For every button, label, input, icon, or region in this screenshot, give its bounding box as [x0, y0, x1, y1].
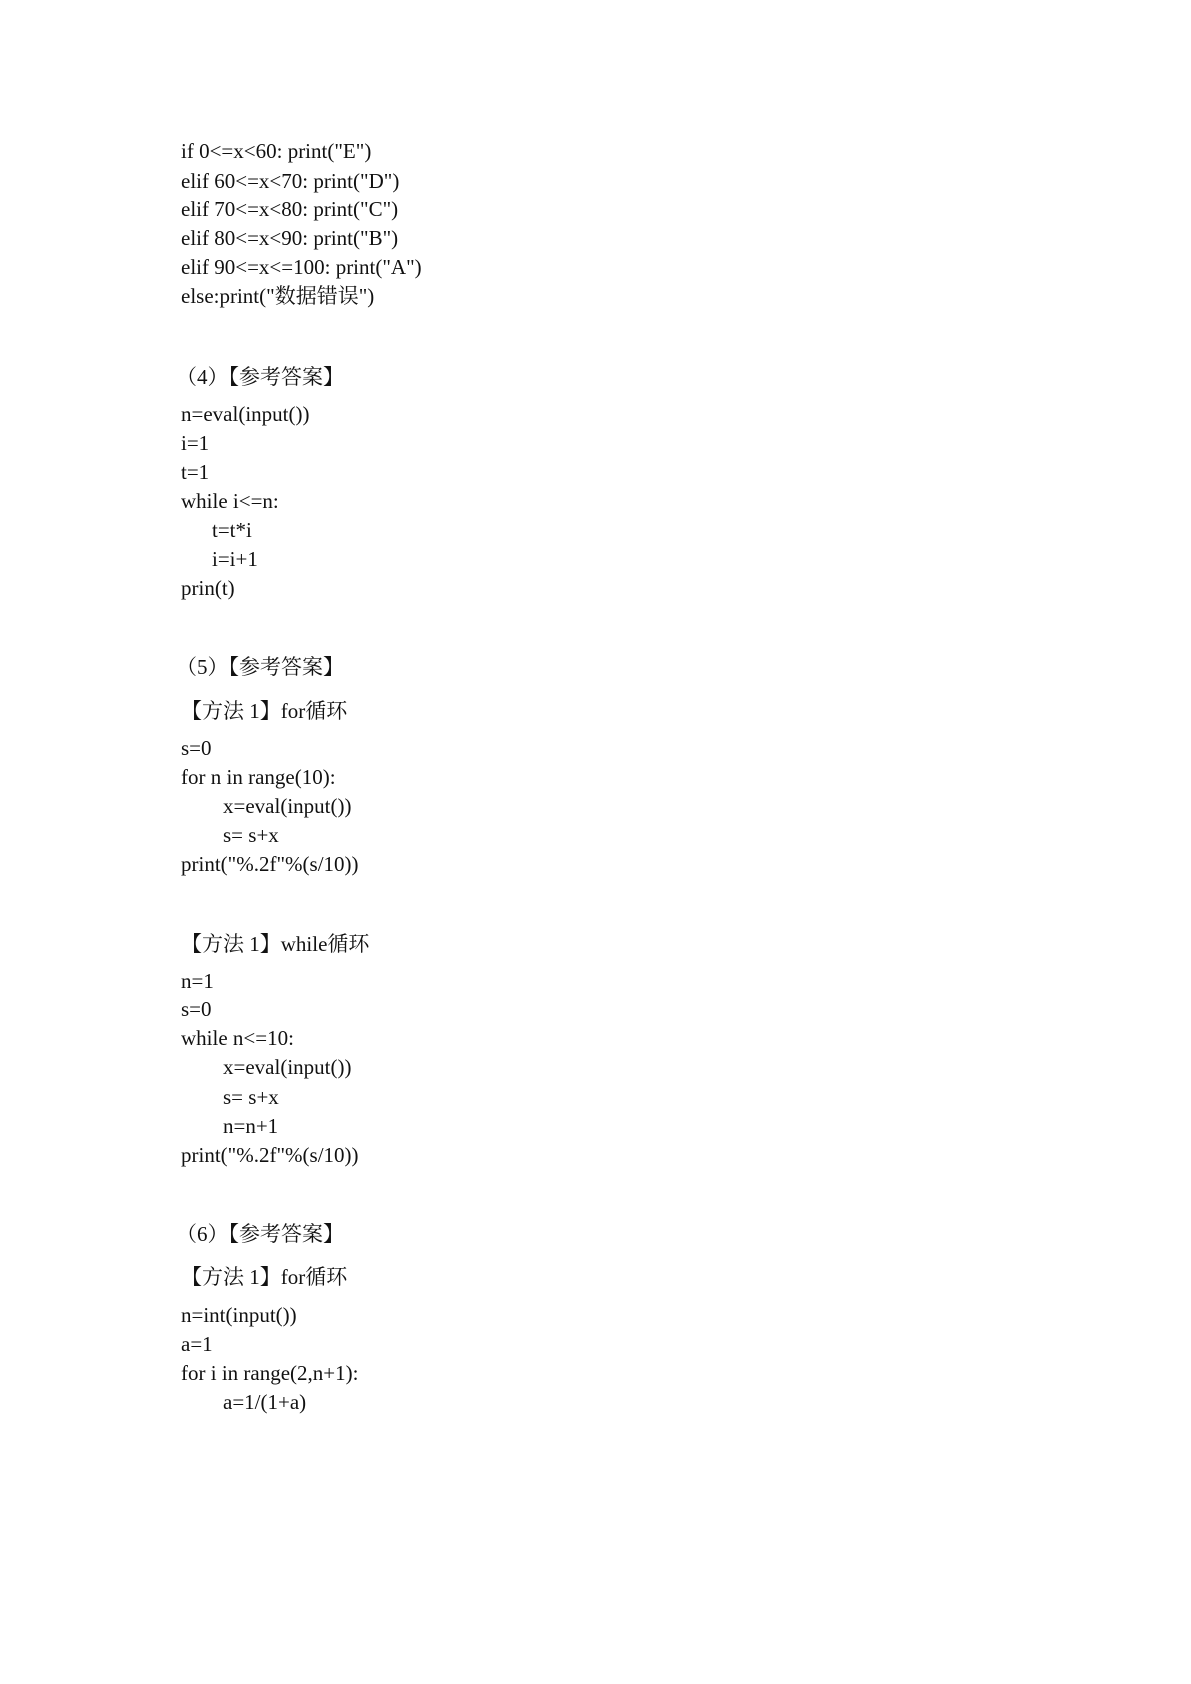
code-line: i=i+1	[212, 547, 258, 571]
code-line: i=1	[181, 431, 210, 455]
code-line: s= s+x	[223, 1085, 279, 1109]
code-line: while n<=10:	[181, 1026, 294, 1050]
code-line: n=1	[181, 969, 214, 993]
code-line: a=1	[181, 1332, 213, 1356]
code-line: else:print("数据错误")	[181, 284, 375, 308]
code-line: elif 90<=x<=100: print("A")	[181, 255, 422, 279]
code-line: t=1	[181, 460, 210, 484]
code-line: s= s+x	[223, 823, 279, 847]
section-heading-q5: （5）【参考答案】	[176, 655, 344, 679]
code-line: for n in range(10):	[181, 765, 336, 789]
section-heading-q4: （4）【参考答案】	[176, 365, 344, 389]
section-heading-q6: （6）【参考答案】	[176, 1222, 344, 1246]
code-line: x=eval(input())	[223, 1055, 352, 1079]
code-line: elif 80<=x<90: print("B")	[181, 226, 399, 250]
code-line: t=t*i	[212, 518, 252, 542]
code-line: s=0	[181, 997, 212, 1021]
code-line: elif 70<=x<80: print("C")	[181, 197, 399, 221]
code-line: a=1/(1+a)	[223, 1390, 307, 1414]
method-title: 【方法 1】for循环	[181, 699, 348, 723]
code-line: print("%.2f"%(s/10))	[181, 1143, 359, 1167]
code-line: x=eval(input())	[223, 794, 352, 818]
code-line: s=0	[181, 736, 212, 760]
code-line: if 0<=x<60: print("E")	[181, 139, 372, 163]
code-line: print("%.2f"%(s/10))	[181, 852, 359, 876]
code-line: n=n+1	[223, 1114, 279, 1138]
method-title: 【方法 1】for循环	[181, 1265, 348, 1289]
code-line: for i in range(2,n+1):	[181, 1361, 359, 1385]
code-line: n=eval(input())	[181, 402, 310, 426]
code-line: prin(t)	[181, 576, 235, 600]
code-line: while i<=n:	[181, 489, 279, 513]
method-title: 【方法 1】while循环	[181, 932, 370, 956]
code-line: n=int(input())	[181, 1303, 297, 1327]
code-line: elif 60<=x<70: print("D")	[181, 169, 400, 193]
